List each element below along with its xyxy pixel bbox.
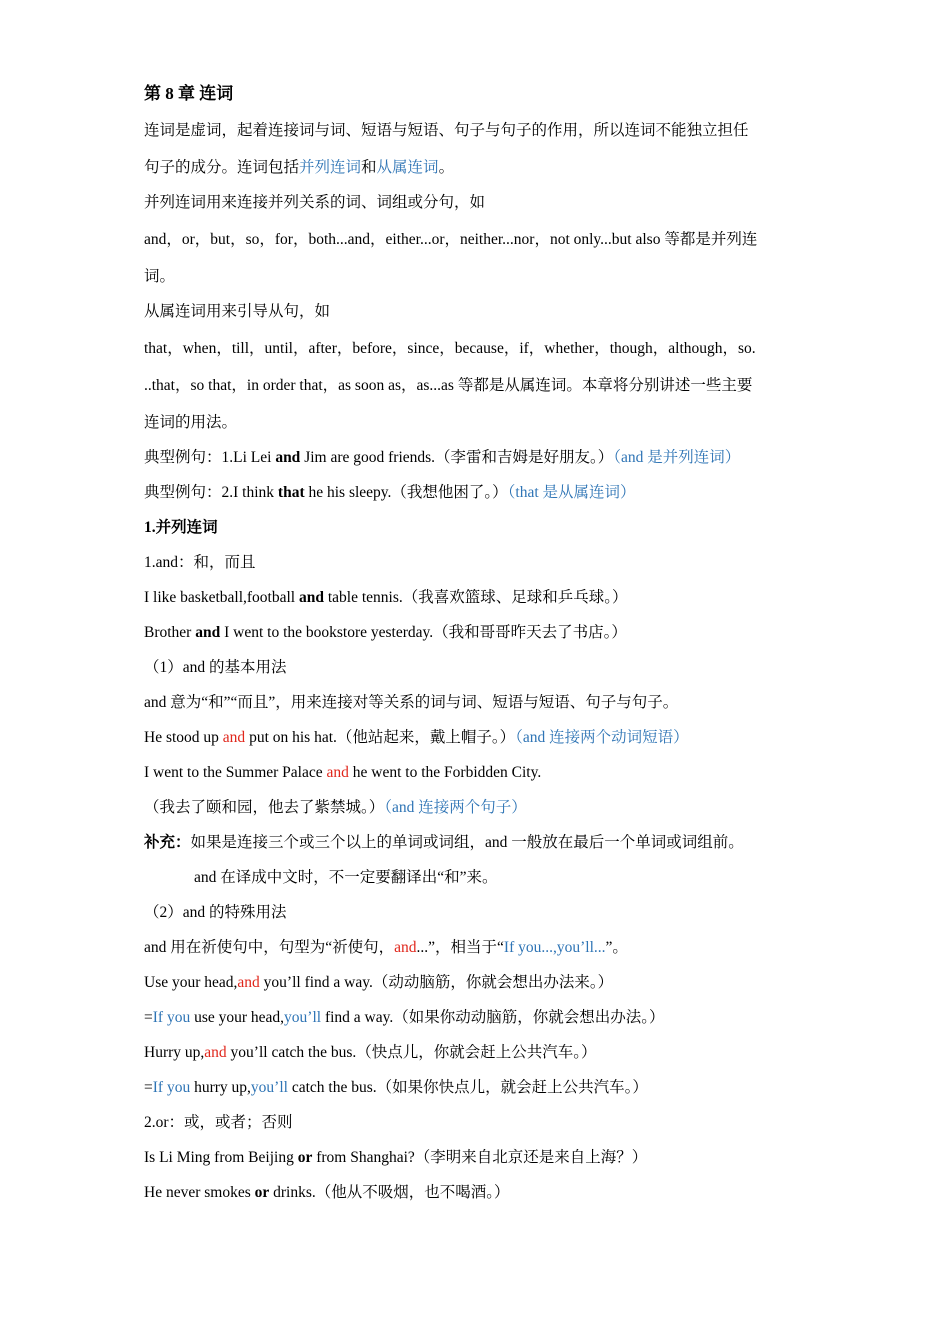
example-text: Is Li Ming from Beijing: [144, 1149, 298, 1166]
example-note: （and 连接两个动词短语）: [515, 729, 689, 746]
example-text: find a way.（如果你动动脑筋，你就会想出办法。）: [321, 1009, 665, 1026]
supplement-label: 补充：: [144, 834, 191, 851]
and-example-1: [144, 588, 628, 608]
example-text: hurry up,: [190, 1079, 251, 1096]
special-usage-heading: （2）and 的特殊用法: [144, 904, 287, 921]
example-text: 典型例句：1.Li Lei: [144, 449, 276, 466]
example-keyword: or: [297, 1149, 313, 1166]
special-example-2-equivalent: [144, 1078, 648, 1098]
special-example-1-equivalent: [144, 1008, 665, 1028]
example-text: from Shanghai?（李明来自北京还是来自上海？）: [312, 1149, 648, 1166]
basic-usage-desc: and 意为“和”“而且”，用来连接对等关系的词与词、短语与短语、句子与句子。: [144, 694, 679, 711]
or-example-1: [144, 1148, 647, 1168]
supplement-line-1: [144, 833, 744, 853]
intro-line-1: 连词是虚词，起着连接词与词、短语与短语、句子与句子的作用，所以连词不能独立担任: [144, 122, 749, 139]
example-keyword: and: [326, 764, 349, 781]
chapter-title: 第 8 章 连词: [144, 84, 234, 103]
example-text: Hurry up,: [144, 1044, 205, 1061]
special-usage-desc: [144, 938, 628, 958]
example-keyword: you’ll: [250, 1079, 288, 1096]
coord-intro-line-1: 并列连词用来连接并列关系的词、词组或分句，如: [144, 194, 486, 211]
example-text: Jim are good friends.（李雷和吉姆是好朋友。）: [300, 449, 614, 466]
sub-intro-line-2: that，when，till，until，after，before，since，because，if，whether，though，although，so.: [144, 340, 756, 357]
example-text: use your head,: [190, 1009, 285, 1026]
example-text: he his sleepy.（我想他困了。）: [304, 484, 508, 501]
example-text: put on his hat.（他站起来，戴上帽子。）: [245, 729, 516, 746]
section-heading-coordinating: 1.并列连词: [144, 519, 218, 536]
example-keyword: and: [237, 974, 260, 991]
or-heading: 2.or：或，或者；否则: [144, 1114, 293, 1131]
desc-text: and 用在祈使句中，句型为“祈使句，: [144, 939, 395, 956]
supplement-line-2: and 在译成中文时，不一定要翻译出“和”来。: [194, 869, 498, 886]
sub-intro-line-4: 连词的用法。: [144, 414, 238, 431]
intro-text: 句子的成分。连词包括: [144, 159, 300, 176]
desc-text: ”。: [605, 939, 628, 956]
desc-keyword: and: [394, 939, 417, 956]
example-text: drinks.（他从不吸烟，也不喝酒。）: [269, 1184, 510, 1201]
example-keyword: or: [254, 1184, 270, 1201]
example-keyword: and: [222, 729, 246, 746]
example-text: He stood up: [144, 729, 223, 746]
example-text: Use your head,: [144, 974, 238, 991]
example-keyword: If you: [152, 1079, 191, 1096]
basic-example-2: [144, 763, 541, 783]
example-keyword: and: [298, 589, 324, 606]
example-note: （that 是从属连词）: [507, 484, 636, 501]
example-text: table tennis.（我喜欢篮球、足球和乒乓球。）: [323, 589, 628, 606]
example-text: he went to the Forbidden City.: [348, 764, 542, 781]
example-text: =: [144, 1079, 153, 1096]
example-text: （我去了颐和园，他去了紫禁城。）: [144, 799, 385, 816]
basic-usage-heading: （1）and 的基本用法: [144, 659, 287, 676]
desc-pattern: If you...,you’ll...: [503, 939, 606, 956]
example-text: =: [144, 1009, 153, 1026]
example-note: （and 是并列连词）: [613, 449, 741, 466]
typical-example-2: [144, 483, 636, 503]
example-text: I like basketball,football: [144, 589, 299, 606]
special-example-1: [144, 973, 613, 993]
basic-example-2-translation: [144, 798, 527, 818]
example-text: I went to the bookstore yesterday.（我和哥哥昨天去了书店。）: [220, 624, 627, 641]
example-text: you’ll find a way.（动动脑筋，你就会想出办法来。）: [259, 974, 614, 991]
example-text: Brother: [144, 624, 196, 641]
example-keyword: that: [277, 484, 305, 501]
example-text: catch the bus.（如果你快点儿，就会赶上公共汽车。）: [287, 1079, 648, 1096]
example-keyword: and: [204, 1044, 227, 1061]
example-keyword: and: [195, 624, 221, 641]
sub-intro-line-1: 从属连词用来引导从句，如: [144, 303, 331, 320]
example-keyword: If you: [152, 1009, 191, 1026]
coord-intro-line-2: and，or，but，so，for，both...and，either...or，neither...nor，not only...but also 等都是并列连: [144, 231, 758, 248]
desc-text: ...”，相当于“: [416, 939, 504, 956]
typical-example-1: [144, 448, 740, 468]
and-example-2: [144, 623, 627, 643]
example-text: you’ll catch the bus.（快点儿，你就会赶上公共汽车。）: [226, 1044, 597, 1061]
example-text: He never smokes: [144, 1184, 255, 1201]
sub-intro-line-3: ..that，so that，in order that，as soon as，as...as 等都是从属连词。本章将分别讲述一些主要: [144, 377, 753, 394]
subordinating-conj-link: 从属连词: [376, 159, 439, 176]
example-text: I went to the Summer Palace: [144, 764, 327, 781]
coordinating-conj-link: 并列连词: [299, 159, 362, 176]
coord-intro-line-3: 词。: [144, 268, 176, 285]
example-text: 典型例句：2.I think: [144, 484, 278, 501]
special-example-2: [144, 1043, 597, 1063]
and-heading: 1.and：和，而且: [144, 554, 256, 571]
basic-example-1: [144, 728, 689, 748]
supplement-text: 如果是连接三个或三个以上的单词或词组，and 一般放在最后一个单词或词组前。: [190, 834, 744, 851]
intro-line-2: [144, 158, 454, 178]
example-keyword: you’ll: [284, 1009, 322, 1026]
example-note: （and 连接两个句子）: [384, 799, 527, 816]
example-keyword: and: [275, 449, 301, 466]
intro-text: 。: [438, 159, 455, 176]
intro-text: 和: [361, 159, 377, 176]
or-example-2: [144, 1183, 510, 1203]
